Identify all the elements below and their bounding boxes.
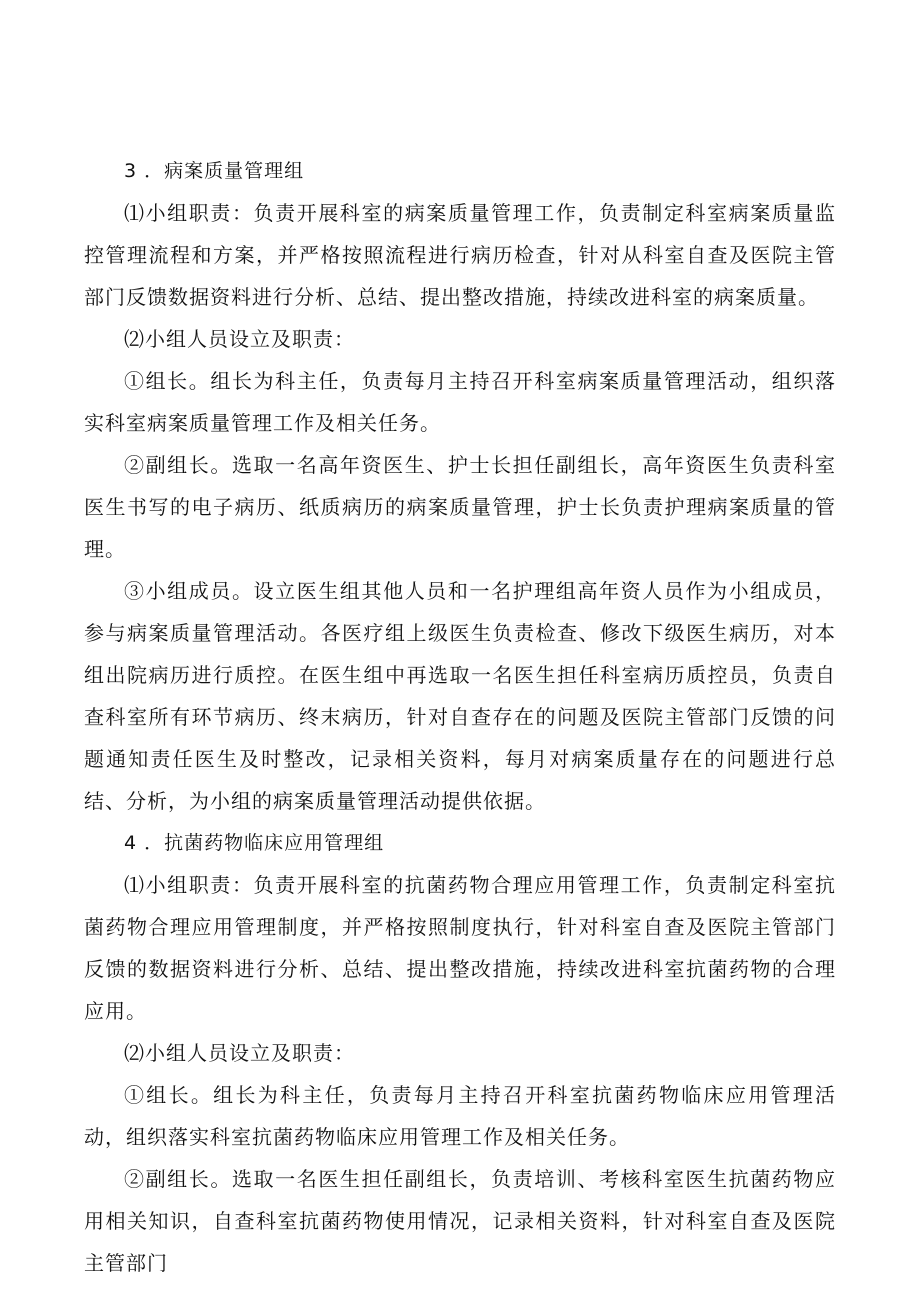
paragraph: ①组长。组长为科主任，负责每月主持召开科室抗菌药物临床应用管理活动，组织落实科室抗菌药物临床应用管理工作及相关任务。	[84, 1083, 836, 1149]
paragraph: ⑴小组职责：负责开展科室的抗菌药物合理应用管理工作，负责制定科室抗菌药物合理应用管理制度，并严格按照制度执行，针对科室自查及医院主管部门反馈的数据资料进行分析、总结、提出整改措施，持续改进科室抗菌药物的合理应用。	[84, 873, 836, 1023]
paragraph: ③小组成员。设立医生组其他人员和一名护理组高年资人员作为小组成员，参与病案质量管理活动。各医疗组上级医生负责检查、修改下级医生病历，对本组出院病历进行质控。在医生组中再选取一名医生担任科室病历质控员，负责自查科室所有环节病历、终末病历，针对自查存在的问题及医院主管部门反馈的问题通知责任医生及时整改，记录相关资料，每月对病案质量存在的问题进行总结、分析，为小组的病案质量管理活动提供依据。	[84, 579, 836, 813]
paragraph: ①组长。组长为科主任，负责每月主持召开科室病案质量管理活动，组织落实科室病案质量管理工作及相关任务。	[84, 369, 836, 435]
document-body	[84, 150, 836, 1284]
paragraph: ②副组长。选取一名高年资医生、护士长担任副组长，高年资医生负责科室医生书写的电子病历、纸质病历的病案质量管理，护士长负责护理病案质量的管理。	[84, 453, 836, 561]
paragraph: ②副组长。选取一名医生担任副组长，负责培训、考核科室医生抗菌药物应用相关知识，自查科室抗菌药物使用情况，记录相关资料，针对科室自查及医院主管部门	[84, 1167, 836, 1275]
section-heading: 3 ．病案质量管理组	[124, 160, 305, 182]
paragraph: ⑵小组人员设立及职责：	[124, 327, 355, 351]
paragraph: ⑴小组职责：负责开展科室的病案质量管理工作，负责制定科室病案质量监控管理流程和方案，并严格按照流程进行病历检查，针对从科室自查及医院主管部门反馈数据资料进行分析、总结、提出整改措施，持续改进科室的病案质量。	[84, 201, 836, 309]
paragraph: ⑵小组人员设立及职责：	[124, 1041, 355, 1065]
section-heading: 4 ．抗菌药物临床应用管理组	[124, 832, 385, 854]
